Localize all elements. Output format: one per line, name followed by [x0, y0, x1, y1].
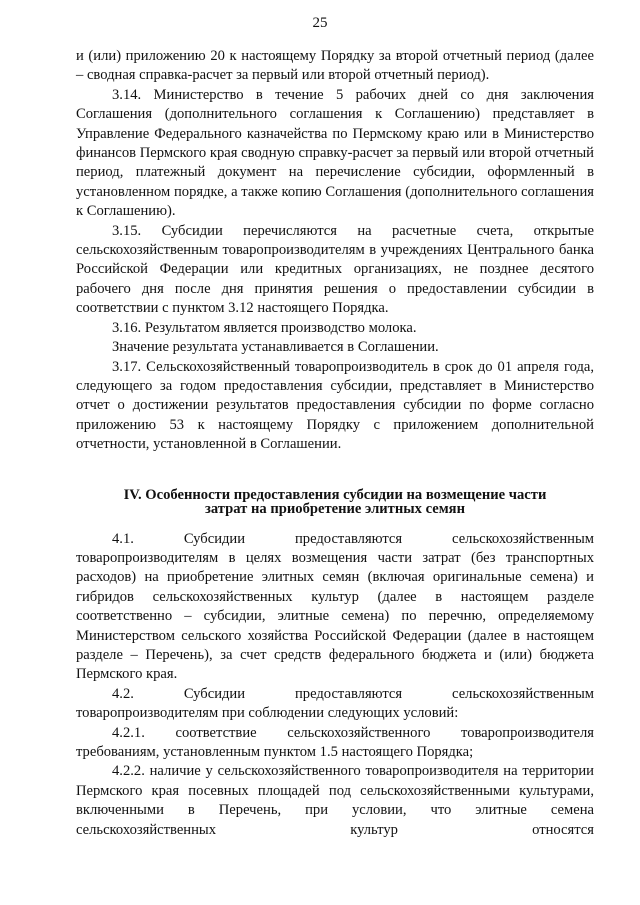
- paragraph-4-2: 4.2. Субсидии предоставляются сельскохозяйственным товаропроизводителям при соблюдении следующих условий:: [76, 685, 594, 722]
- paragraph-3-16: 3.16. Результатом является производство молока.: [112, 319, 417, 336]
- section-heading-line-2: затрат на приобретение элитных семян: [205, 500, 465, 517]
- paragraph-4-2-1: 4.2.1. соответствие сельскохозяйственного товаропроизводителя требованиям, установленным пунктом 1.5 настоящего Порядка;: [76, 724, 594, 760]
- section-heading: [76, 488, 594, 516]
- page-number: 25: [312, 15, 328, 31]
- section-heading-line-1: IV. Особенности предоставления субсидии на возмещение части: [123, 486, 547, 503]
- paragraph-3-14: 3.14. Министерство в течение 5 рабочих дней со дня заключения Соглашения (дополнительного соглашения к Соглашению) представляет в Управление Федерального казначейства по Пермскому краю или в Министерство финансов Пермского края сводную справку-расчет за первый или второй отчетный период, платежный документ на перечисление субсидии, оформленный в установленном порядке, а также копию Соглашения (дополнительного соглашения к Соглашению).: [76, 86, 594, 220]
- paragraph-4-2-2: 4.2.2. наличие у сельскохозяйственного товаропроизводителя на территории Пермского края посевных площадей под сельскохозяйственными культурами, включенными в Перечень, при условии, что элитные семена сельскохозяйственных культур относятся: [76, 763, 594, 838]
- paragraph-4-1: 4.1. Субсидии предоставляются сельскохозяйственным товаропроизводителям в целях возмещения части затрат (без транспортных расходов) на приобретение элитных семян (включая оригинальные семена) и гибридов сельскохозяйственных культур (далее в настоящем разделе соответственно – субсидии, элитные семена) по перечню, определяемому Министерством сельского хозяйства Российской Федерации (далее в настоящем разделе – Перечень), за счет средств федерального бюджета и (или) бюджета Пермского края.: [76, 530, 594, 683]
- paragraph-3-17: 3.17. Сельскохозяйственный товаропроизводитель в срок до 01 апреля года, следующего за годом предоставления субсидии, представляет в Министерство отчет о достижении результатов предоставления субсидии по форме согласно приложению 53 к настоящему Порядку с приложением дополнительной отчетности, установленной в Соглашении.: [76, 358, 594, 453]
- document-body: [76, 47, 594, 840]
- paragraph-3-15: 3.15. Субсидии перечисляются на расчетные счета, открытые сельскохозяйственным товаропроизводителям в учреждениях Центрального банка Российской Федерации или кредитных организациях, не позднее десятого рабочего дня после дня принятия решения о предоставлении субсидии в соответствии с пунктом 3.12 настоящего Порядка.: [76, 222, 594, 317]
- paragraph-continuation: и (или) приложению 20 к настоящему Порядку за второй отчетный период (далее – сводная справка-расчет за первый или второй отчетный период).: [76, 48, 594, 84]
- paragraph-3-16-value: Значение результата устанавливается в Соглашении.: [112, 339, 439, 356]
